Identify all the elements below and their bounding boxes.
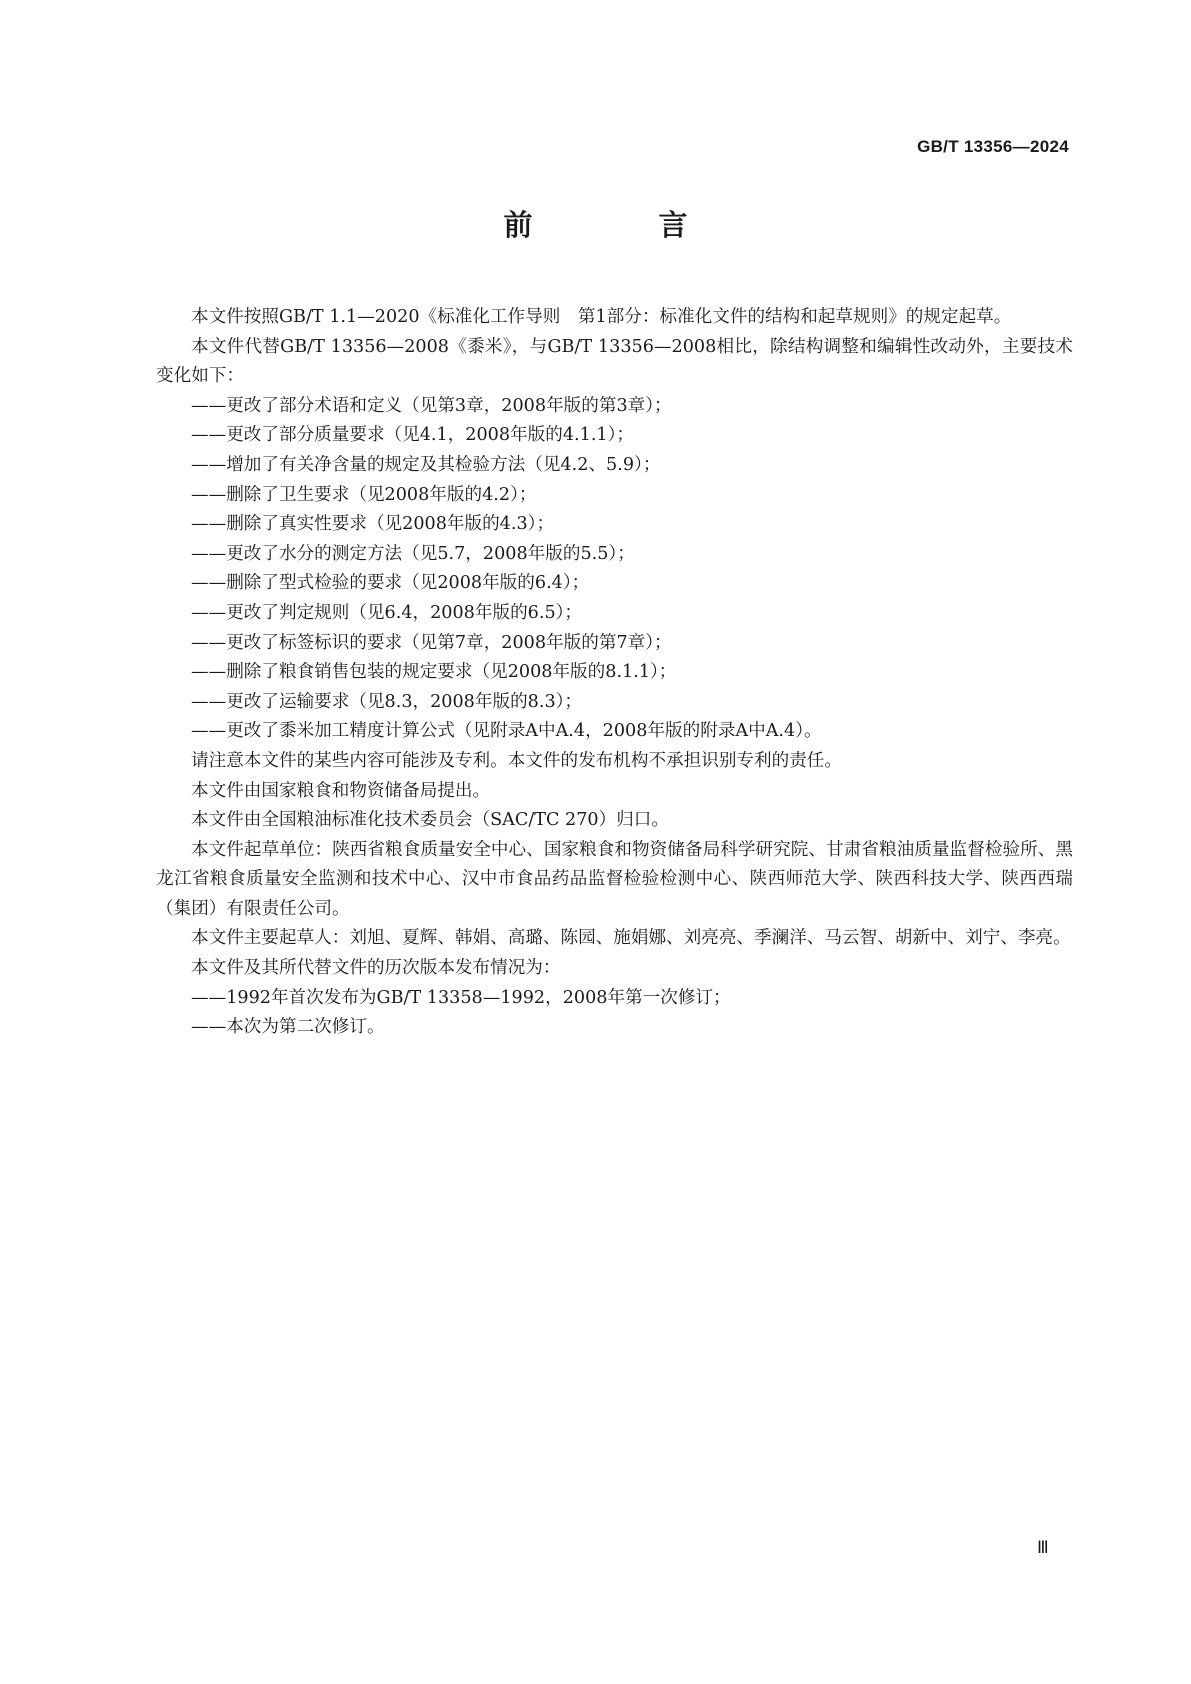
paragraph-replacement: 本文件代替GB/T 13356—2008《黍米》，与GB/T 13356—2008相比，除结构调整和编辑性改动外，主要技术变化如下：: [156, 336, 1073, 387]
paragraph-drafting-rules: 本文件按照GB/T 1.1—2020《标准化工作导则 第1部分：标准化文件的结构和起草规则》的规定起草。: [191, 307, 1012, 327]
list-item: ——本次为第二次修订。: [191, 1017, 385, 1038]
list-item: ——更改了黍米加工精度计算公式（见附录A中A.4，2008年版的附录A中A.4）。: [191, 721, 822, 742]
list-item: ——更改了部分术语和定义（见第3章，2008年版的第3章）；: [191, 395, 672, 416]
paragraph-patent-notice: 请注意本文件的某些内容可能涉及专利。本文件的发布机构不承担识别专利的责任。: [191, 750, 842, 771]
list-item: ——更改了部分质量要求（见4.1，2008年版的4.1.1）；: [191, 425, 635, 446]
paragraph-drafting-units: 本文件起草单位：陕西省粮食质量安全中心、国家粮食和物资储备局科学研究院、甘肃省粮油质量监督检验所、黑龙江省粮食质量安全监测和技术中心、汉中市食品药品监督检验检测中心、陕西师范大学、陕西科技大学、陕西西瑞（集团）有限责任公司。: [156, 839, 1073, 919]
paragraph-history-intro: 本文件及其所代替文件的历次版本发布情况为：: [191, 958, 561, 979]
list-item: ——1992年首次发布为GB/T 13358—1992，2008年第一次修订；: [191, 987, 731, 1008]
list-item: ——更改了水分的测定方法（见5.7，2008年版的5.5）；: [191, 543, 635, 564]
document-body: [156, 303, 1073, 1043]
list-item: ——删除了型式检验的要求（见2008年版的6.4）；: [191, 573, 590, 594]
list-item: ——删除了卫生要求（见2008年版的4.2）；: [191, 484, 537, 505]
page-number: Ⅲ: [1037, 1538, 1049, 1557]
list-item: ——删除了真实性要求（见2008年版的4.3）；: [191, 514, 555, 535]
paragraph-proposer: 本文件由国家粮食和物资储备局提出。: [191, 780, 491, 801]
paragraph-committee: 本文件由全国粮油标准化技术委员会（SAC/TC 270）归口。: [191, 810, 669, 831]
list-item: ——更改了运输要求（见8.3，2008年版的8.3）；: [191, 691, 583, 712]
paragraph-drafters: 本文件主要起草人：刘旭、夏辉、韩娟、高璐、陈园、施娟娜、刘亮亮、季澜洋、马云智、胡新中、刘宁、李亮。: [191, 928, 1071, 949]
list-item: ——更改了标签标识的要求（见第7章，2008年版的第7章）；: [191, 632, 672, 653]
list-item: ——增加了有关净含量的规定及其检验方法（见4.2、5.9）；: [191, 454, 661, 475]
list-item: ——更改了判定规则（见6.4，2008年版的6.5）；: [191, 602, 583, 623]
standard-number: GB/T 13356—2024: [917, 137, 1069, 156]
list-item: ——删除了粮食销售包装的规定要求（见2008年版的8.1.1）；: [191, 662, 677, 683]
page-title: 前 言: [503, 208, 746, 242]
